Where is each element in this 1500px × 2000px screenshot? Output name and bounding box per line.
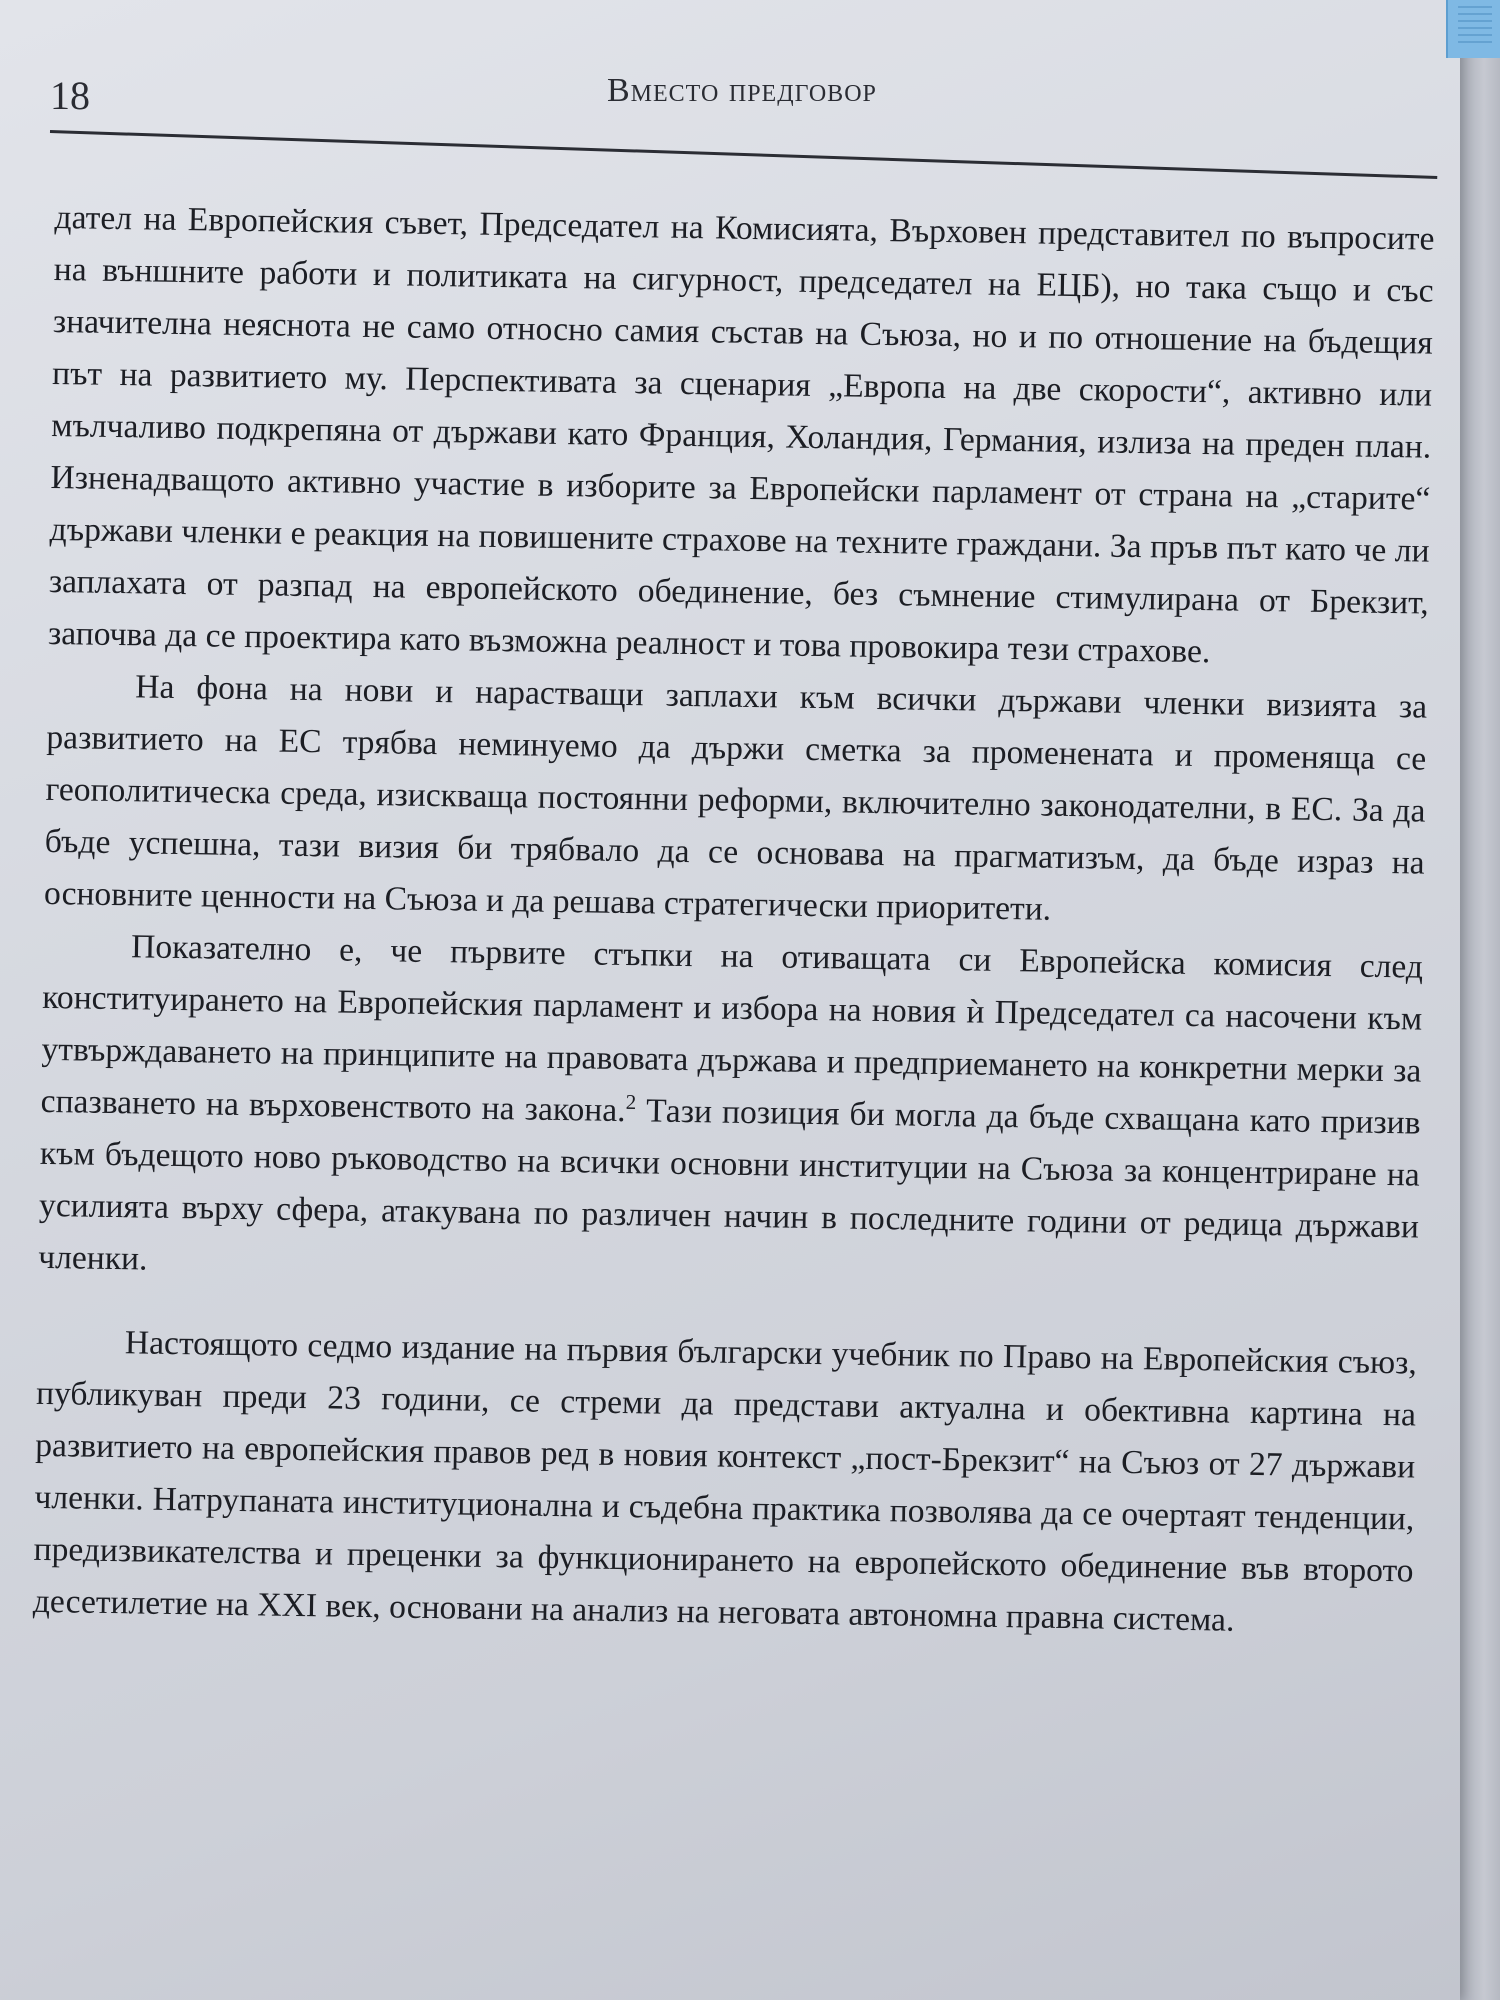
header-rule (50, 130, 1437, 179)
running-title: Вместо предговор (607, 72, 877, 109)
paragraph-2: На фона на нови и нарастващи заплахи към всички държави членки визията за развитието на ЕС трябва неминуемо да държи сметка за променената и променяща се геополитическа среда, изискваща постоянни реформи, включително законодателни, в ЕС. За да бъде успешна, тази визия би трябвало да се основава на прагматизъм, да бъде израз на основните ценности на Съюза и да решава стратегически приоритети. (43, 668, 1428, 928)
paragraph-4: Настоящото седмо издание на първия български учебник по Право на Европейския съюз, публикуван преди 23 години, се стреми да представи актуална и обективна картина на развитието на европейския правов ред в новия контекст „пост-Брекзит“ на Съюз от 27 държави членки. Натрупаната институционална и съдебна практика позволява да се очертаят тенденции, предизвикателства и преценки за функционирането на европейското обединение във второто десетилетие на XXI век, основани на анализ на неговата автономна правна система. (32, 1324, 1418, 1639)
paragraph-3 (38, 920, 1424, 1306)
adjacent-page-edge (1460, 0, 1500, 2000)
footnote-reference[interactable]: 2 (625, 1089, 637, 1115)
paragraph-3-text-after: Тази позиция би могла да бъде схващана като призив към бъдещото ново ръководство на всички основни институции на Съюза за концентриране на усилията върху сфера, атакувана по различен начин в последните години от редица държави членки. (37, 1092, 1421, 1278)
paragraph-3-text-before: Показателно е, че първите стъпки на отиващата си Европейска комисия след конституирането на Европейския парламент и избора на новия ѝ Председател са насочени към утвърждаването на принципите на правовата държава и предприемането на конкретни мерки за спазването на върховенството на закона. (40, 928, 1424, 1130)
body-text (32, 192, 1434, 1649)
page-number: 18 (50, 73, 90, 118)
paragraph-1: дател на Европейския съвет, Председател на Комисията, Върховен представител по въпросите на външните работи и политиката на сигурност, председател на ЕЦБ), но така също и със значителна неяснота не само относно самия състав на Съюза, но и по отношение на бъдещия път на развитието му. Перспективата за сценария „Европа на две скорости“, активно или мълчаливо подкрепяна от държави като Франция, Холандия, Германия, излиза на преден план. Изненадващото активно участие в изборите за Европейски парламент от страна на „старите“ държави членки е реакция на повишените страхове на техните граждани. За пръв път като че ли заплахата от разпад на европейското обединение, без съмнение стимулирана от Брекзит, започва да се проектира като възможна реалност и това провокира тези страхове. (47, 198, 1435, 671)
bookmark-stripes (1458, 6, 1492, 46)
bookmark-tab (1446, 0, 1500, 58)
